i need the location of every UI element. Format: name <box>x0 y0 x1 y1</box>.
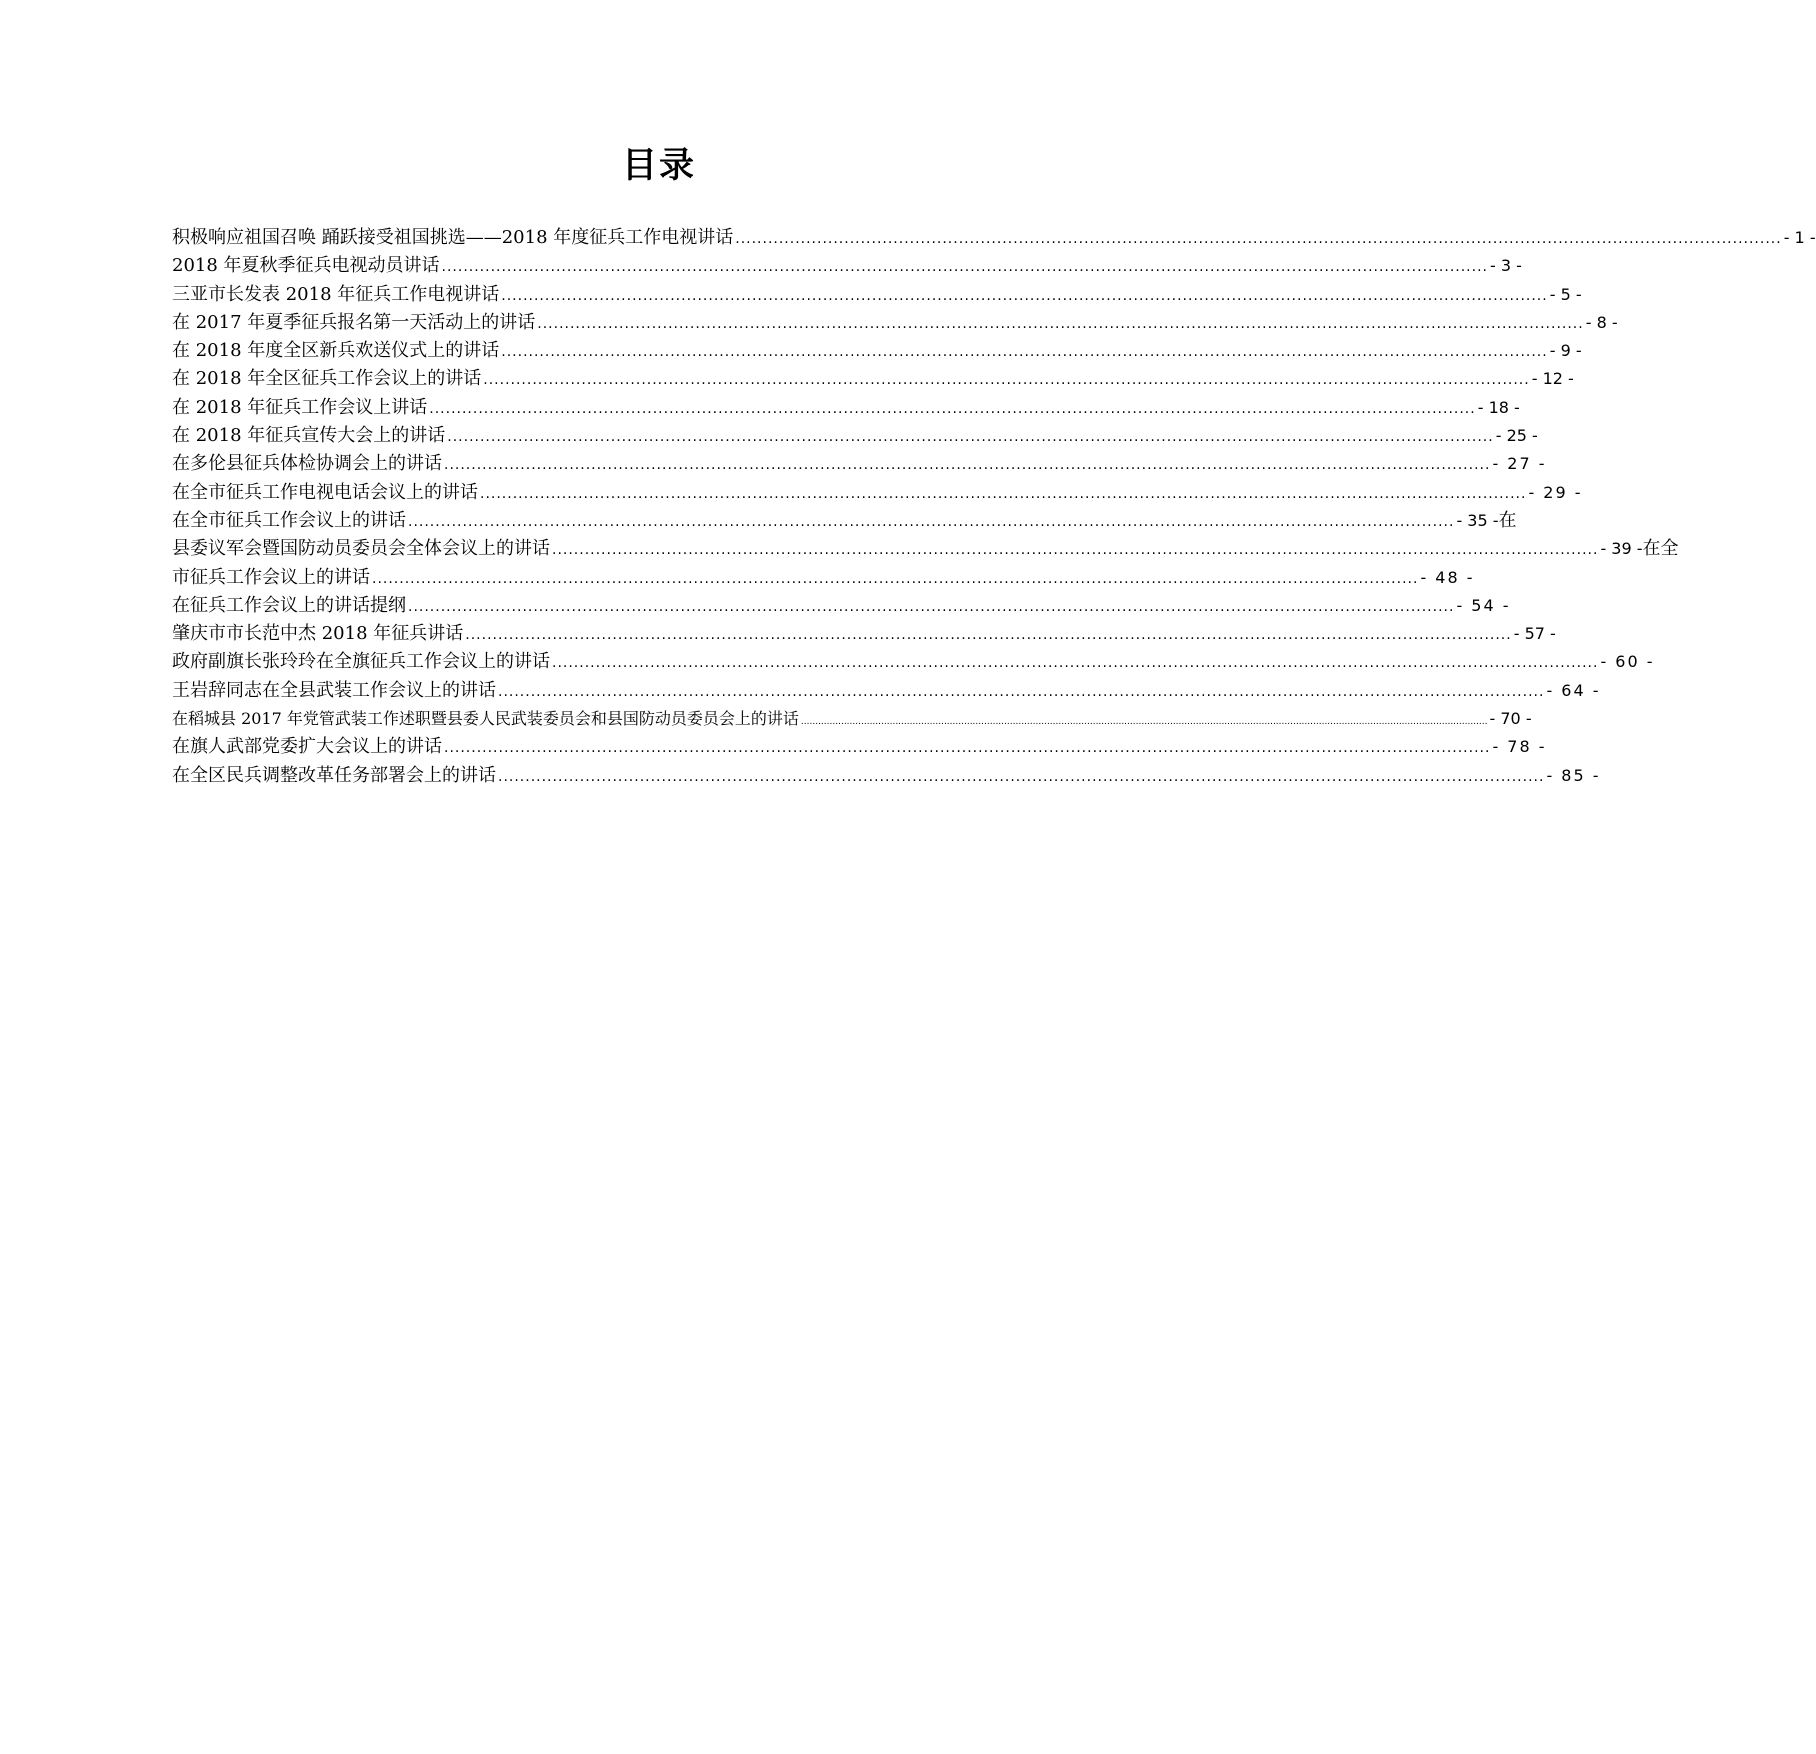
toc-entry[interactable] <box>172 507 1517 535</box>
toc-entry-title: 市征兵工作会议上的讲话 <box>172 566 370 588</box>
toc-entry-title: 在 2017 年夏季征兵报名第一天活动上的讲话 <box>172 311 536 333</box>
toc-leader-dots: ................................................................................................................................................................................................ <box>465 627 1512 644</box>
toc-entry-page: - 54 - <box>1456 595 1511 615</box>
table-of-contents <box>172 224 1816 790</box>
toc-leader-dots: ................................................................................................................................................................................................ <box>441 259 1488 276</box>
toc-entry-page: - 64 - <box>1546 680 1601 700</box>
toc-entry-title: 县委议军会暨国防动员委员会全体会议上的讲话 <box>172 538 550 560</box>
toc-leader-dots: ................................................................................................................................................................................................ <box>408 598 1455 615</box>
toc-entry-page: - 70 - <box>1489 709 1532 729</box>
toc-leader-dots: ................................................................................................................................................................................................ <box>372 570 1419 587</box>
toc-entry[interactable] <box>172 394 1520 422</box>
toc-leader-dots: ................................................................................................................................................................................................................................................ <box>800 717 1488 728</box>
toc-entry-title: 肇庆市市长范中杰 2018 年征兵讲话 <box>172 623 464 645</box>
toc-entry-title: 在稻城县 2017 年党管武装工作述职暨县委人民武装委员会和县国防动员委员会上的讲话 <box>172 709 799 729</box>
toc-entry-title: 在 2018 年征兵宣传大会上的讲话 <box>172 425 446 447</box>
toc-entry-page: - 12 - <box>1531 369 1574 389</box>
toc-entry-page: - 5 - <box>1549 284 1582 304</box>
toc-entry[interactable] <box>172 564 1475 592</box>
toc-entry[interactable] <box>172 592 1511 620</box>
toc-entry[interactable] <box>172 224 1816 252</box>
toc-entry-page: - 3 - <box>1489 256 1522 276</box>
toc-entry[interactable] <box>172 450 1547 478</box>
toc-entry-title: 在 2018 年全区征兵工作会议上的讲话 <box>172 368 482 390</box>
toc-entry-title: 在全市征兵工作电视电话会议上的讲话 <box>172 481 478 503</box>
toc-entry-title: 在征兵工作会议上的讲话提纲 <box>172 594 406 616</box>
toc-entry-page: - 35 - <box>1456 510 1499 530</box>
toc-leader-dots: ................................................................................................................................................................................................ <box>447 429 1494 446</box>
toc-entry[interactable] <box>172 365 1574 393</box>
toc-entry-title: 在全市征兵工作会议上的讲话 <box>172 509 406 531</box>
toc-entry-page: - 18 - <box>1477 397 1520 417</box>
toc-leader-dots: ................................................................................................................................................................................................ <box>552 542 1599 559</box>
toc-entry-page: - 8 - <box>1585 312 1618 332</box>
toc-entry-title-text: 积极响应祖国召唤 踊跃接受祖国挑选——2018 年度征兵工作电视讲话 <box>172 227 734 248</box>
toc-leader-dots: ................................................................................................................................................................................................ <box>429 400 1476 417</box>
toc-entry-page: - 39 - <box>1600 539 1643 559</box>
toc-entry-page: - 1 - <box>1783 228 1816 247</box>
toc-entry[interactable] <box>172 309 1618 337</box>
toc-entry[interactable] <box>172 535 1679 563</box>
toc-entry-page: - 29 - <box>1528 482 1583 502</box>
toc-leader-dots: ................................................................................................................................................................................................ <box>498 683 1545 700</box>
toc-entry-title: 政府副旗长张玲玲在全旗征兵工作会议上的讲话 <box>172 651 550 673</box>
toc-entry-page: - 27 - <box>1492 454 1547 474</box>
toc-entry[interactable] <box>172 337 1582 365</box>
toc-leader-dots: ................................................................................................................................................................................................ <box>483 372 1530 389</box>
toc-entry-title <box>172 224 733 252</box>
toc-entry-page: - 60 - <box>1600 652 1655 672</box>
toc-entry[interactable] <box>172 677 1601 705</box>
toc-entry-wrapped-text: 在全 <box>1642 538 1679 560</box>
toc-leader-dots: ................................................................................................................................................................................................ <box>444 457 1491 474</box>
toc-leader-dots: ................................................................................................................................................................................................ <box>444 740 1491 757</box>
toc-entry[interactable] <box>172 620 1556 648</box>
page-title: 目录 <box>621 146 696 186</box>
toc-entry-page: - 9 - <box>1549 341 1582 361</box>
toc-entry-page: - 78 - <box>1492 737 1547 757</box>
toc-entry[interactable] <box>172 705 1532 733</box>
toc-entry-title: 2018 年夏秋季征兵电视动员讲话 <box>172 255 440 277</box>
toc-leader-dots: ................................................................................................................................................................................................ <box>552 655 1599 672</box>
toc-leader-dots: ................................................................................................................................................................................................ <box>480 485 1527 502</box>
toc-leader-dots: ................................................................................................................................................................................................ <box>735 231 1782 247</box>
toc-leader-dots: ................................................................................................................................................................................................ <box>501 344 1548 361</box>
toc-entry-title: 在全区民兵调整改革任务部署会上的讲话 <box>172 764 496 786</box>
toc-leader-dots: ................................................................................................................................................................................................ <box>501 287 1548 304</box>
toc-entry[interactable] <box>172 733 1547 761</box>
toc-entry-page: - 25 - <box>1495 426 1538 446</box>
toc-entry[interactable] <box>172 252 1522 280</box>
toc-entry-page: - 57 - <box>1513 624 1556 644</box>
toc-entry[interactable] <box>172 479 1583 507</box>
toc-leader-dots: ................................................................................................................................................................................................ <box>537 315 1584 332</box>
toc-entry-title: 三亚市长发表 2018 年征兵工作电视讲话 <box>172 283 500 305</box>
toc-entry-title: 王岩辞同志在全县武装工作会议上的讲话 <box>172 679 496 701</box>
toc-entry[interactable] <box>172 281 1582 309</box>
toc-entry-title: 在 2018 年征兵工作会议上讲话 <box>172 396 428 418</box>
toc-entry-wrapped-text: 在 <box>1498 509 1517 531</box>
toc-entry-page: - 48 - <box>1420 567 1475 587</box>
toc-entry-title: 在旗人武部党委扩大会议上的讲话 <box>172 736 442 758</box>
toc-entry[interactable] <box>172 762 1601 790</box>
toc-leader-dots: ................................................................................................................................................................................................ <box>408 513 1455 530</box>
toc-entry-title: 在 2018 年度全区新兵欢送仪式上的讲话 <box>172 340 500 362</box>
toc-entry[interactable] <box>172 422 1538 450</box>
toc-entry-page: - 85 - <box>1546 765 1601 785</box>
toc-entry-title: 在多伦县征兵体检协调会上的讲话 <box>172 453 442 475</box>
toc-entry[interactable] <box>172 648 1655 676</box>
toc-leader-dots: ................................................................................................................................................................................................ <box>498 768 1545 785</box>
